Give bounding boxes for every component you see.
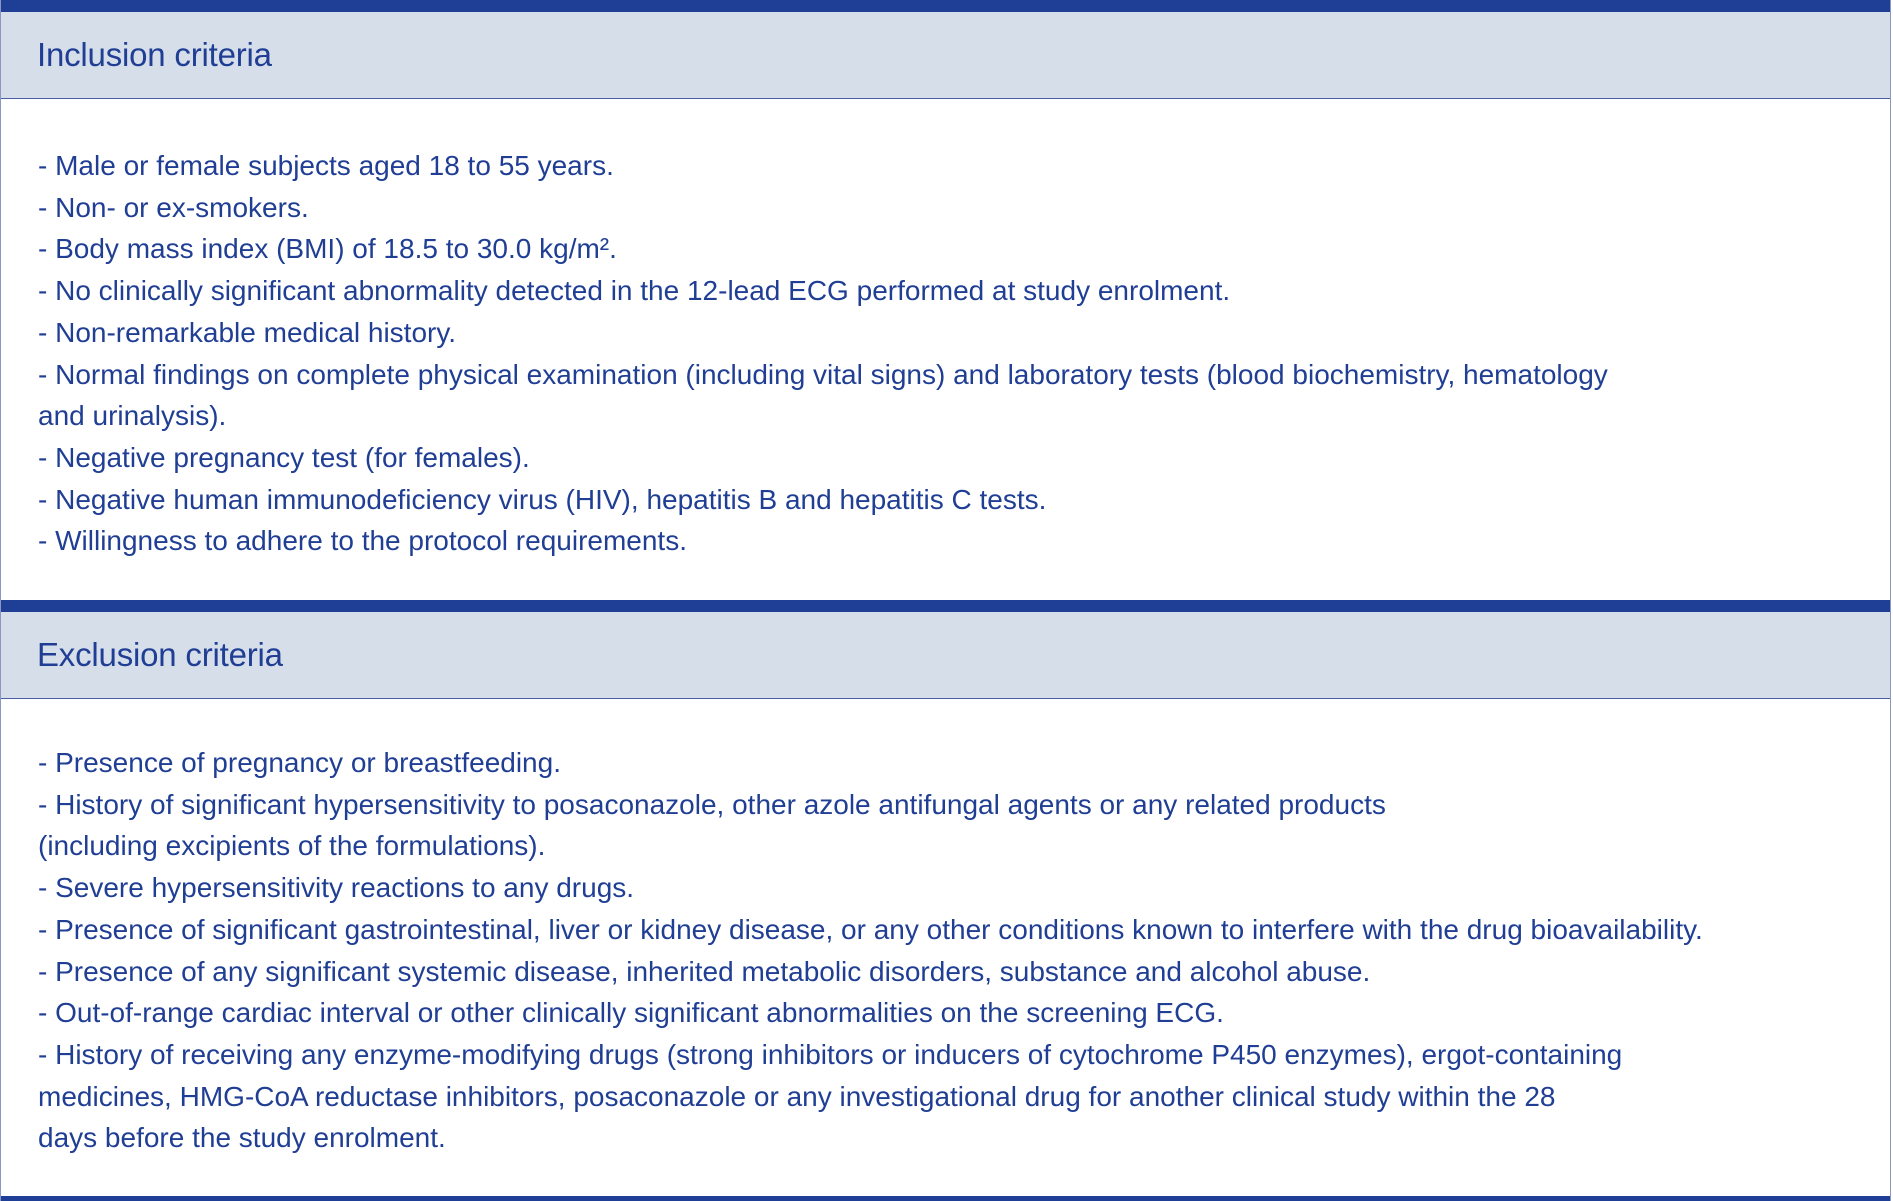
inclusion-criterion [38,228,1870,270]
exclusion-criterion-line: medicines, HMG-CoA reductase inhibitors, posaconazole or any investigational drug for another clinical study within the 28 [38,1080,1556,1112]
exclusion-criterion [38,951,1870,993]
section-divider-rule [1,600,1890,612]
inclusion-criterion-line: - No clinically significant abnormality detected in the 12-lead ECG performed at study enrolment. [38,275,1231,307]
exclusion-criterion-line: (including excipients of the formulations). [38,830,546,862]
exclusion-criterion-line: - History of significant hypersensitivity to posaconazole, other azole antifungal agents or any related products [38,788,1386,820]
inclusion-criterion-line: - Non- or ex-smokers. [38,191,309,223]
exclusion-criterion [38,909,1870,951]
bottom-rule [1,1196,1890,1201]
inclusion-criterion-line: - Negative pregnancy test (for females). [38,441,530,473]
exclusion-criterion-line: - Severe hypersensitivity reactions to any drugs. [38,872,635,904]
inclusion-criterion-line: and urinalysis). [38,400,227,432]
top-rule [1,0,1890,12]
exclusion-criterion-line: - History of receiving any enzyme-modifying drugs (strong inhibitors or inducers of cytochrome P450 enzymes), ergot-containing [38,1038,1623,1070]
inclusion-title: Inclusion criteria [37,36,272,73]
inclusion-header [1,12,1890,99]
inclusion-criterion [38,145,1870,187]
inclusion-criterion [38,479,1870,521]
inclusion-criterion-line: - Male or female subjects aged 18 to 55 years. [38,150,614,181]
exclusion-criterion-line: - Presence of any significant systemic disease, inherited metabolic disorders, substance and alcohol abuse. [38,955,1371,987]
exclusion-criterion [38,742,1870,784]
inclusion-criterion [38,187,1870,229]
exclusion-criterion [38,867,1870,909]
exclusion-header [1,612,1890,699]
exclusion-criterion [38,784,1870,867]
exclusion-criterion [38,1034,1870,1159]
exclusion-criterion-line: days before the study enrolment. [38,1122,446,1154]
inclusion-criterion [38,520,1870,562]
inclusion-criterion [38,437,1870,479]
exclusion-criterion-line: - Out-of-range cardiac interval or other clinically significant abnormalities on the screening ECG. [38,997,1224,1029]
inclusion-criterion [38,270,1870,312]
inclusion-criterion [38,354,1870,437]
inclusion-criterion-line: - Body mass index (BMI) of 18.5 to 30.0 kg/m². [38,233,617,265]
inclusion-criterion [38,312,1870,354]
exclusion-body [1,699,1890,1192]
inclusion-criterion-line: - Normal findings on complete physical examination (including vital signs) and laboratory tests (blood biochemistry, hematology [38,358,1608,390]
inclusion-list [38,145,1870,562]
exclusion-list [38,742,1870,1159]
exclusion-criterion-line: - Presence of pregnancy or breastfeeding. [38,747,561,778]
exclusion-criterion-line: - Presence of significant gastrointestinal, liver or kidney disease, or any other conditions known to interfere with the drug bioavailability. [38,913,1703,945]
exclusion-title: Exclusion criteria [37,636,283,673]
exclusion-criterion [38,992,1870,1034]
inclusion-body [1,99,1890,600]
inclusion-criterion-line: - Willingness to adhere to the protocol requirements. [38,525,687,557]
inclusion-criterion-line: - Negative human immunodeficiency virus (HIV), hepatitis B and hepatitis C tests. [38,483,1047,515]
inclusion-criterion-line: - Non-remarkable medical history. [38,316,457,348]
